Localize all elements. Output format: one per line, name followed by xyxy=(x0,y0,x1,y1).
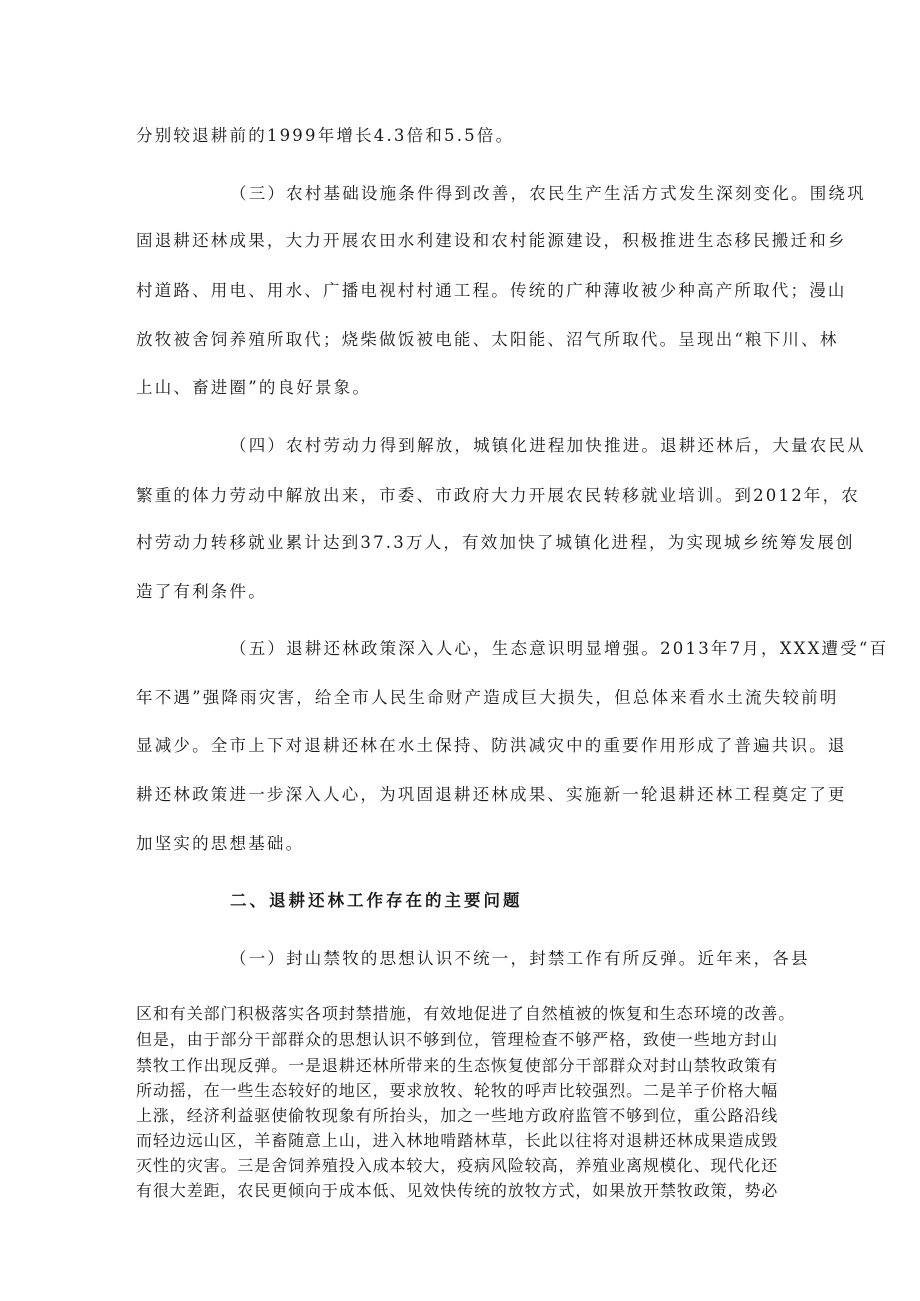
text-line: 灭性的灾害。三是舍饲养殖投入成本较大，疫病风险较高，养殖业离规模化、现代化还 xyxy=(136,1156,779,1175)
text-line: 禁牧工作出现反弹。一是退耕还林所带来的生态恢复使部分干部群众对封山禁牧政策有 xyxy=(136,1056,779,1075)
text-line: 上涨，经济利益驱使偷牧现象有所抬头，加之一些地方政府监管不够到位，重公路沿线 xyxy=(136,1106,779,1125)
text-line: 固退耕还林成果，大力开展农田水利建设和农村能源建设，积极推进生态移民搬迁和乡 xyxy=(136,231,847,250)
paragraph-5-line-1: （五）退耕还林政策深入人心，生态意识明显增强。2013年7月，XXX遭受“百 xyxy=(230,639,889,658)
text-line: 放牧被舍饲养殖所取代；烧柴做饭被电能、太阳能、沼气所取代。呈现出“粮下川、林 xyxy=(136,330,839,349)
text-line: 造了有利条件。 xyxy=(136,582,267,601)
text-line: 而轻边远山区，羊畜随意上山，进入林地啃踏林草，长此以往将对退耕还林成果造成毁 xyxy=(136,1131,779,1150)
paragraph-4-line-1: （四）农村劳动力得到解放，城镇化进程加快推进。退耕还林后，大量农民从 xyxy=(230,436,866,455)
text-line: 分别较退耕前的1999年增长4.3倍和5.5倍。 xyxy=(136,126,515,145)
text-line: 村劳动力转移就业累计达到37.3万人，有效加快了城镇化进程，为实现城乡统筹发展创 xyxy=(136,533,855,552)
text-line: 有很大差距，农民更倾向于成本低、见效快传统的放牧方式，如果放开禁牧政策，势必 xyxy=(136,1181,779,1200)
text-line: 上山、畜进圈”的良好景象。 xyxy=(136,378,372,397)
text-line: 区和有关部门积极落实各项封禁措施，有效地促进了自然植被的恢复和生态环境的改善。 xyxy=(136,1004,796,1023)
text-line: 加坚实的思想基础。 xyxy=(136,834,305,853)
text-line: 年不遇”强降雨灾害，给全市人民生命财产造成巨大损失，但总体来看水土流失较前明 xyxy=(136,688,839,707)
text-line: 繁重的体力劳动中解放出来，市委、市政府大力开展农民转移就业培训。到2012年，农 xyxy=(136,486,860,505)
text-line: 村道路、用电、用水、广播电视村村通工程。传统的广种薄收被少种高产所取代；漫山 xyxy=(136,281,847,300)
text-line: 所动摇，在一些生态较好的地区，要求放牧、轮牧的呼声比较强烈。二是羊子价格大幅 xyxy=(136,1081,779,1100)
text-line: 但是，由于部分干部群众的思想认识不够到位，管理检查不够严格，致使一些地方封山 xyxy=(136,1030,779,1049)
text-line: 显减少。全市上下对退耕还林在水土保持、防洪减灾中的重要作用形成了普遍共识。退 xyxy=(136,736,847,755)
paragraph-3-line-1: （三）农村基础设施条件得到改善，农民生产生活方式发生深刻变化。围绕巩 xyxy=(230,184,866,203)
subsection-1-line-1: （一）封山禁牧的思想认识不统一，封禁工作有所反弹。近年来，各县 xyxy=(230,949,810,968)
section-heading: 二、退耕还林工作存在的主要问题 xyxy=(230,891,523,910)
text-line: 耕还林政策进一步深入人心，为巩固退耕还林成果、实施新一轮退耕还林工程奠定了更 xyxy=(136,785,847,804)
